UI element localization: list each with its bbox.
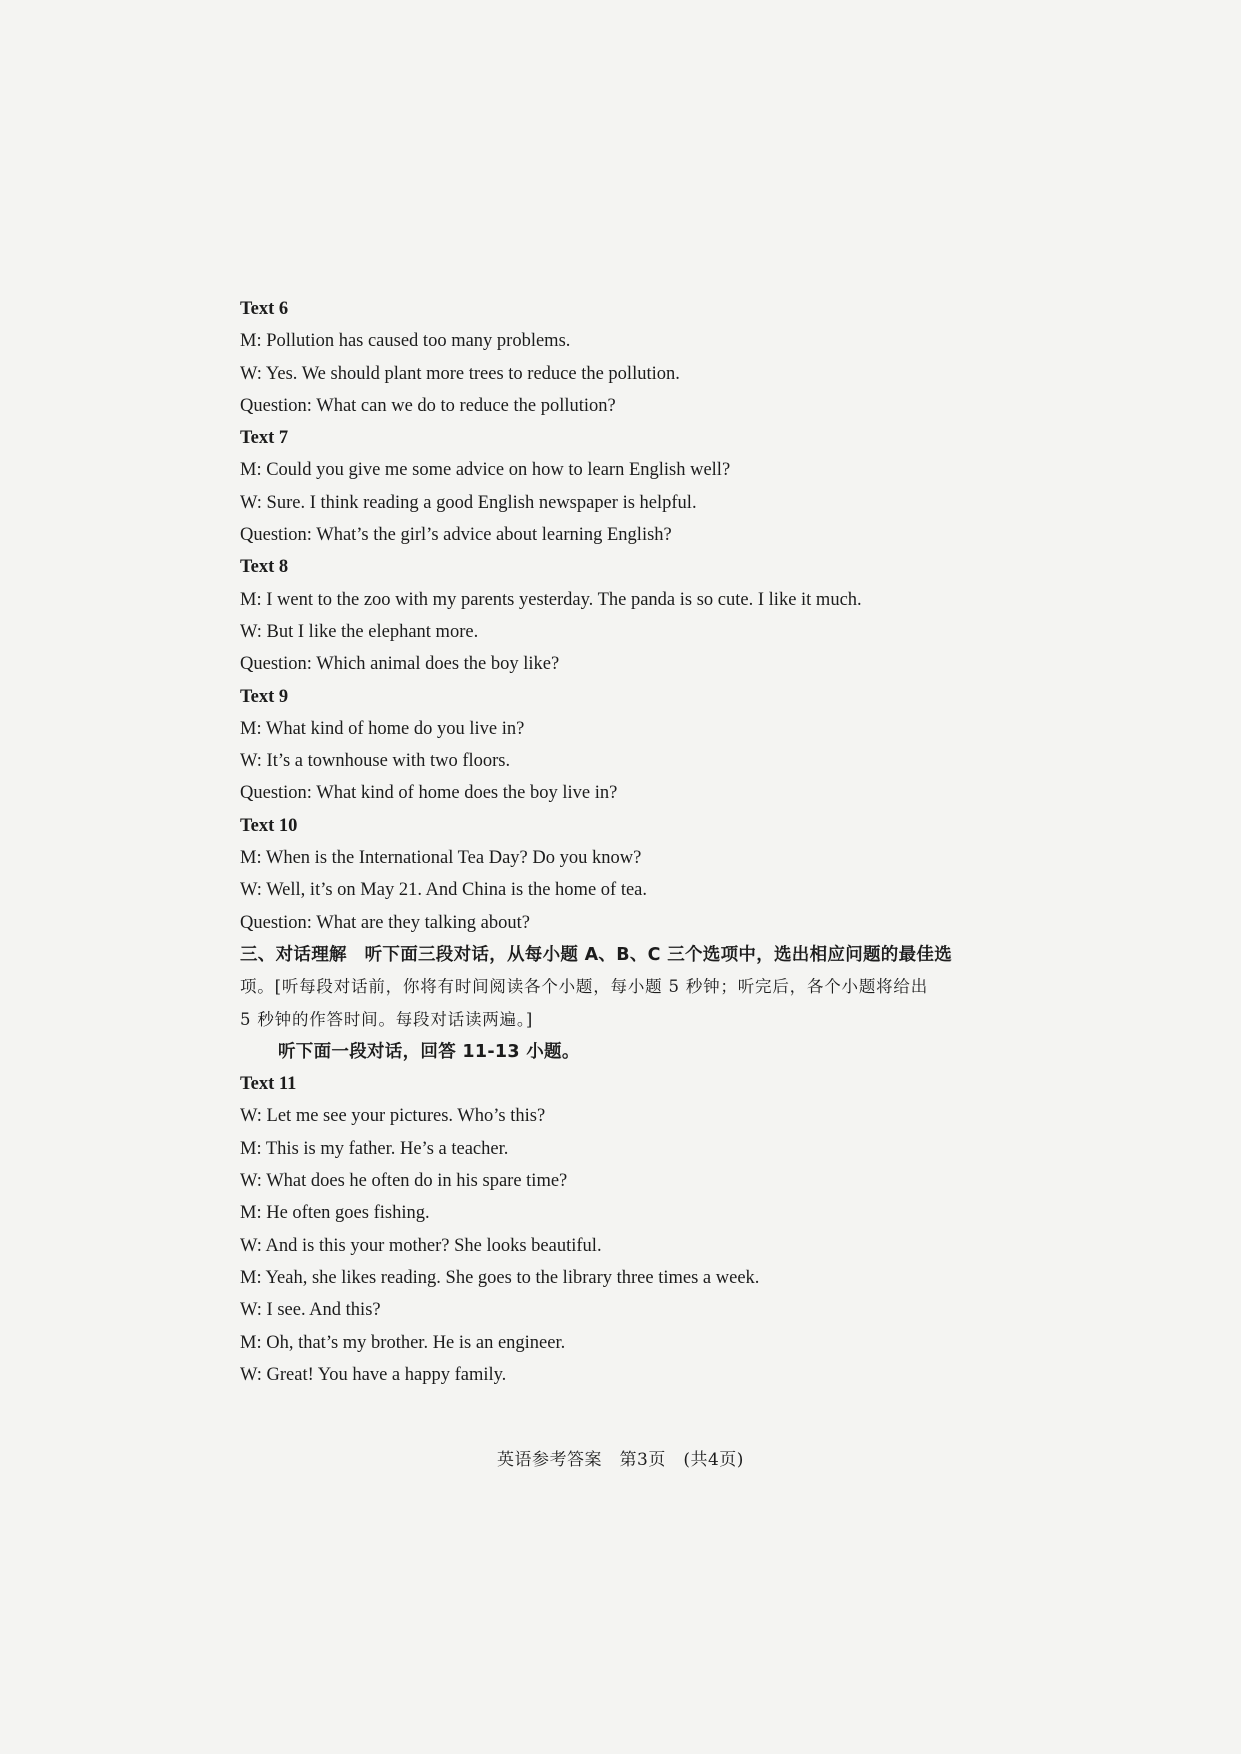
transcript-line: M: When is the International Tea Day? Do you know? bbox=[240, 848, 642, 869]
section-heading: Text 6 bbox=[240, 299, 289, 319]
transcript-line: W: I see. And this? bbox=[240, 1300, 381, 1321]
section-heading: Text 11 bbox=[240, 1074, 297, 1095]
transcript-line: Question: What kind of home does the boy live in? bbox=[240, 783, 618, 804]
transcript-line: W: And is this your mother? She looks beautiful. bbox=[240, 1235, 602, 1256]
transcript-line: M: Pollution has caused too many problems. bbox=[240, 331, 571, 352]
instruction-note: 5 秒钟的作答时间。每段对话读两遍。] bbox=[240, 1009, 534, 1029]
transcript-line: Question: What can we do to reduce the pollution? bbox=[240, 395, 616, 416]
transcript-line: M: What kind of home do you live in? bbox=[240, 718, 525, 739]
transcript-line: W: It’s a townhouse with two floors. bbox=[240, 751, 511, 772]
transcript-line: M: Could you give me some advice on how to learn English well? bbox=[240, 460, 731, 481]
part-instruction: 三、对话理解 听下面三段对话，从每小题 A、B、C 三个选项中，选出相应问题的最佳选 bbox=[240, 944, 953, 965]
section-heading: Text 7 bbox=[240, 428, 289, 449]
transcript-line: Question: What’s the girl’s advice about learning English? bbox=[240, 525, 672, 546]
transcript-line: W: Great! You have a happy family. bbox=[240, 1364, 507, 1385]
transcript-line: M: He often goes fishing. bbox=[240, 1203, 430, 1224]
transcript-line: M: Yeah, she likes reading. She goes to the library three times a week. bbox=[240, 1267, 760, 1288]
transcript-line: M: I went to the zoo with my parents yesterday. The panda is so cute. I like it much. bbox=[240, 589, 862, 610]
transcript-line: W: What does he often do in his spare time? bbox=[240, 1171, 568, 1192]
transcript-line: W: Sure. I think reading a good English newspaper is helpful. bbox=[240, 492, 697, 513]
instruction-note: 项。[听每段对话前，你将有时间阅读各个小题，每小题 5 秒钟；听完后，各个小题将给出 bbox=[240, 977, 929, 997]
sub-instruction: 听下面一段对话，回答 11-13 小题。 bbox=[278, 1041, 580, 1062]
transcript-line: W: Yes. We should plant more trees to reduce the pollution. bbox=[240, 363, 680, 384]
page-footer: 英语参考答案 第3页 (共4页) bbox=[497, 1450, 744, 1470]
section-heading: Text 10 bbox=[240, 815, 298, 836]
section-heading: Text 8 bbox=[240, 557, 289, 578]
transcript-line: M: Oh, that’s my brother. He is an engineer. bbox=[240, 1332, 566, 1353]
transcript-line: Question: Which animal does the boy like? bbox=[240, 654, 560, 675]
section-heading: Text 9 bbox=[240, 686, 289, 707]
transcript-line: M: This is my father. He’s a teacher. bbox=[240, 1138, 509, 1159]
transcript-line: Question: What are they talking about? bbox=[240, 912, 530, 933]
transcript-line: W: Well, it’s on May 21. And China is the home of tea. bbox=[240, 880, 647, 901]
transcript-body bbox=[240, 293, 1010, 1391]
transcript-line: W: But I like the elephant more. bbox=[240, 621, 479, 642]
transcript-line: W: Let me see your pictures. Who’s this? bbox=[240, 1106, 546, 1127]
